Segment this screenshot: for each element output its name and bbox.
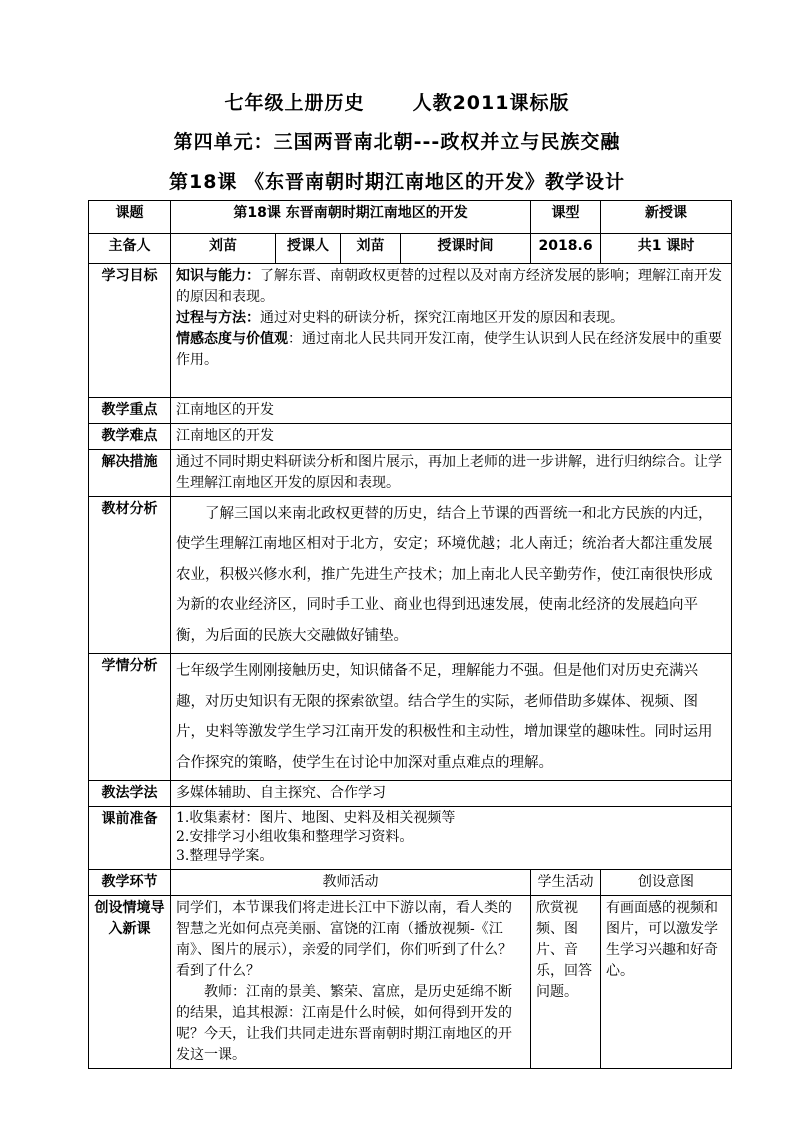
goals-content [171, 264, 732, 398]
table-row [89, 806, 732, 869]
table-row [89, 780, 732, 806]
topic-label: 课题 [89, 201, 171, 234]
goal-emotion-text: ：通过南北人民共同开发江南，使学生认识到人民在经济发展中的重要作用。 [176, 331, 722, 368]
preparer-label: 主备人 [89, 234, 171, 264]
hours-value: 共1 课时 [601, 234, 732, 264]
intent-header: 创设意图 [601, 869, 732, 895]
list-item: 1.收集素材：图片、地图、史料及相关视频等 [176, 809, 456, 826]
goal-process-title: 过程与方法： [176, 310, 260, 326]
material-label: 教材分析 [89, 497, 171, 654]
students-value: 七年级学生刚刚接触历史，知识储备不足，理解能力不强。但是他们对历史充满兴趣，对历史知识有无限的探索欲望。结合学生的实际，老师借助多媒体、视频、图片，史料等激发学生学习江南开发的积极性和主动性，增加课堂的趣味性。同时运用合作探究的策略，使学生在讨论中加深对重点难点的理解。 [171, 654, 732, 781]
page-title-line1 [0, 88, 794, 115]
list-item: 3.整理导学案。 [176, 847, 274, 864]
table-row [89, 497, 732, 654]
intro-intent: 有画面感的视频和图片，可以激发学生学习兴趣和好奇心。 [601, 895, 732, 1068]
focus-value: 江南地区的开发 [171, 398, 732, 424]
preparation-label: 课前准备 [89, 806, 171, 869]
list-item: 2.安排学习小组收集和整理学习资料。 [176, 828, 414, 845]
difficulty-label: 教学难点 [89, 424, 171, 450]
title-subject: 七年级上册历史 [224, 92, 365, 114]
focus-label: 教学重点 [89, 398, 171, 424]
unit-title: 第四单元：三国两晋南北朝---政权并立与民族交融 [173, 131, 621, 153]
student-activity-header: 学生活动 [531, 869, 601, 895]
students-label: 学情分析 [89, 654, 171, 781]
material-value: 了解三国以来南北政权更替的历史，结合上节课的西晋统一和北方民族的内迁，使学生理解江南地区相对于北方，安定；环境优越；北人南迁；统治者大都注重发展农业，积极兴修水利，推广先进生产技术；加上南北人民辛勤劳作，使江南很快形成为新的农业经济区，同时手工业、商业也得到迅速发展，使南北经济的发展趋向平衡，为后面的民族大交融做好铺垫。 [171, 497, 732, 654]
time-label: 授课时间 [401, 234, 531, 264]
lesson-title: 第18课 《东晋南朝时期江南地区的开发》教学设计 [168, 171, 626, 193]
solution-value: 通过不同时期史料研读分析和图片展示，再加上老师的进一步讲解，进行归纳综合。让学生理解江南地区开发的原因和表现。 [171, 450, 732, 497]
topic-value: 第18课 东晋南朝时期江南地区的开发 [171, 201, 531, 234]
intro-teacher-paragraph: 同学们，本节课我们将走进长江中下游以南，看人类的智慧之光如何点亮美丽、富饶的江南（播放视频-《江南》、图片的展示），亲爱的同学们，你们听到了什么？看到了什么？ [176, 899, 512, 979]
type-label: 课型 [531, 201, 601, 234]
intro-student-activity: 欣赏视频、图片、音乐，回答问题。 [531, 895, 601, 1068]
table-row [89, 654, 732, 781]
preparer-value: 刘苗 [171, 234, 276, 264]
difficulty-value: 江南地区的开发 [171, 424, 732, 450]
table-row [89, 450, 732, 497]
solution-label: 解决措施 [89, 450, 171, 497]
goal-knowledge-title: 知识与能力： [176, 268, 260, 284]
methods-value: 多媒体辅助、自主探究、合作学习 [171, 780, 732, 806]
type-value: 新授课 [601, 201, 732, 234]
goal-knowledge-text: 了解东晋、南朝政权更替的过程以及对南方经济发展的影响；理解江南开发的原因和表现。 [176, 268, 722, 305]
table-row [89, 264, 732, 398]
lesson-plan-table [88, 200, 732, 1069]
preparation-list [171, 806, 732, 869]
table-row [89, 201, 732, 234]
teacher-activity-header: 教师活动 [171, 869, 531, 895]
intro-teacher-activity [171, 895, 531, 1068]
table-row [89, 234, 732, 264]
intro-label: 创设情境导入新课 [89, 895, 171, 1068]
goals-label: 学习目标 [89, 264, 171, 398]
goal-emotion-title: 情感态度与价值观 [176, 331, 288, 347]
time-value: 2018.6 [531, 234, 601, 264]
table-row [89, 895, 732, 1068]
methods-label: 教法学法 [89, 780, 171, 806]
intro-teacher-paragraph: 教师：江南的景美、繁荣、富庶，是历史延绵不断的结果，追其根源：江南是什么时候，如何得到开发的呢？今天，让我们共同走进东晋南朝时期江南地区的开发这一课。 [176, 983, 512, 1063]
teacher-value: 刘苗 [341, 234, 401, 264]
process-label: 教学环节 [89, 869, 171, 895]
table-row [89, 398, 732, 424]
table-row [89, 424, 732, 450]
teacher-label: 授课人 [276, 234, 341, 264]
title-edition: 人教2011课标版 [412, 92, 570, 114]
table-row [89, 869, 732, 895]
goal-process-text: 通过对史料的研读分析，探究江南地区开发的原因和表现。 [260, 310, 624, 326]
